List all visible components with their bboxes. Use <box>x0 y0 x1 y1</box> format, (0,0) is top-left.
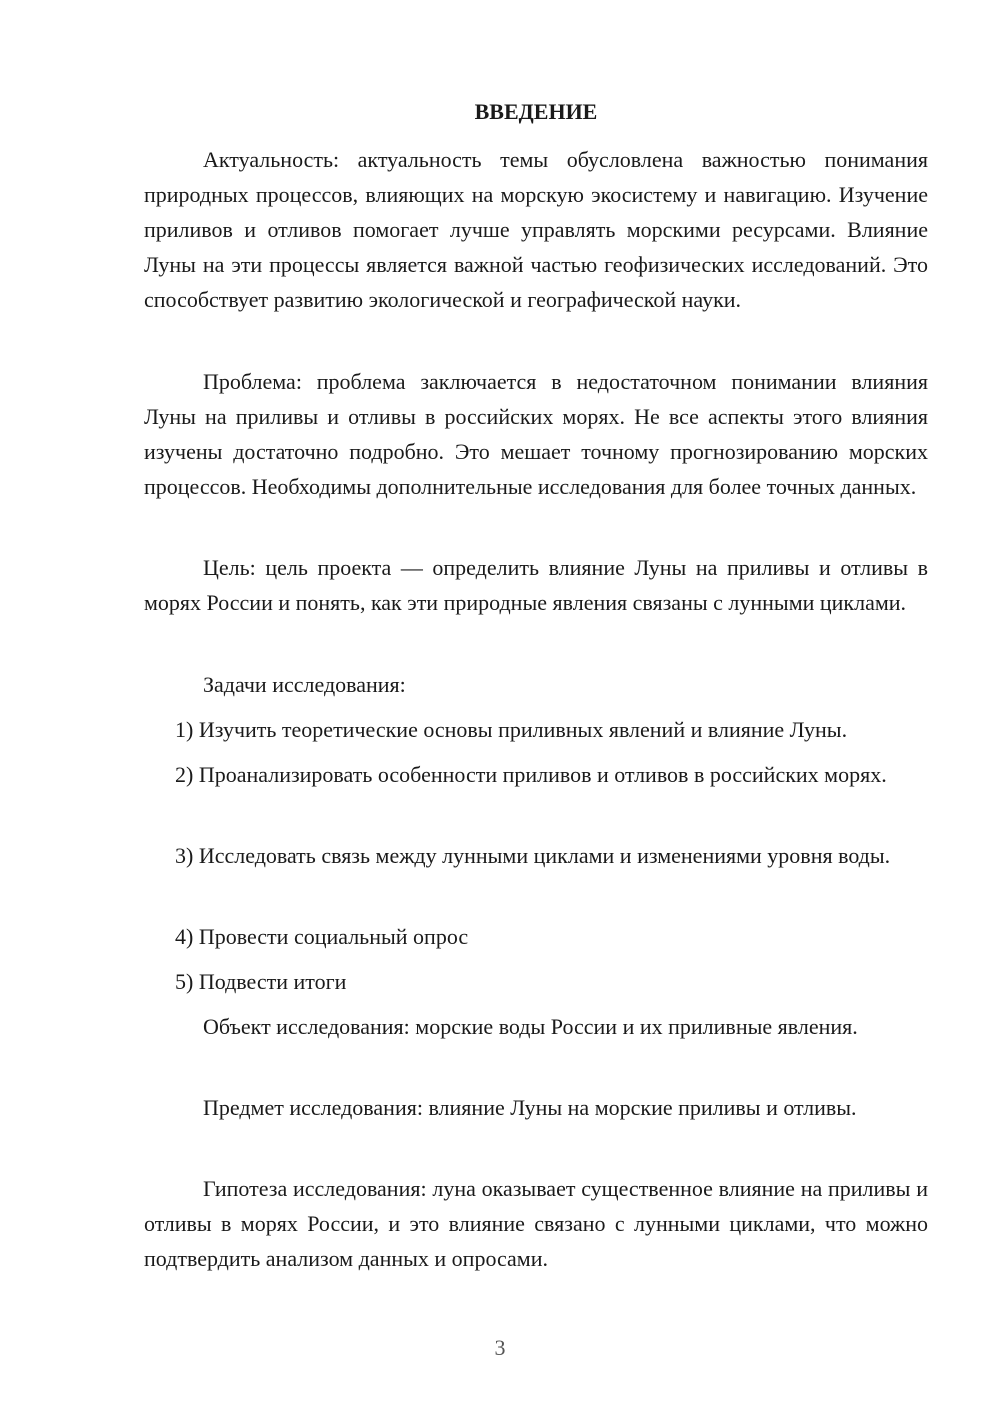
paragraph-hypothesis: Гипотеза исследования: луна оказывает существенное влияние на приливы и отливы в морях России, и это влияние связано с лунными циклами, что можно подтвердить анализом данных и опросами. <box>144 1176 928 1271</box>
section-heading: ВВЕДЕНИЕ <box>474 99 598 124</box>
paragraph-object: Объект исследования: морские воды России и их приливные явления. <box>203 1014 858 1039</box>
paragraph-subject: Предмет исследования: влияние Луны на морские приливы и отливы. <box>203 1095 857 1120</box>
paragraph-problem: Проблема: проблема заключается в недостаточном понимании влияния Луны на приливы и отливы в российских морях. Не все аспекты этого влияния изучены достаточно подробно. Это мешает точному прогнозированию морских процессов. Необходимы дополнительные исследования для более точных данных. <box>144 369 928 499</box>
task-item-5: 5) Подвести итоги <box>175 969 347 994</box>
paragraph-goal: Цель: цель проекта — определить влияние Луны на приливы и отливы в морях России и понять, как эти природные явления связаны с лунными циклами. <box>144 555 928 615</box>
task-item-4: 4) Провести социальный опрос <box>175 924 469 949</box>
task-item-2: 2) Проанализировать особенности приливов и отливов в российских морях. <box>175 762 887 787</box>
task-item-3: 3) Исследовать связь между лунными циклами и изменениями уровня воды. <box>175 843 891 868</box>
paragraph-tasks-title: Задачи исследования: <box>203 672 406 697</box>
paragraph-relevance: Актуальность: актуальность темы обусловлена важностью понимания природных процессов, влияющих на морскую экосистему и навигацию. Изучение приливов и отливов помогает лучше управлять морскими ресурсами. Влияние Луны на эти процессы является важной частью геофизических исследований. Это способствует развитию экологической и географической науки. <box>144 147 928 312</box>
task-item-1: 1) Изучить теоретические основы приливных явлений и влияние Луны. <box>175 717 848 742</box>
page-number: 3 <box>494 1335 506 1360</box>
